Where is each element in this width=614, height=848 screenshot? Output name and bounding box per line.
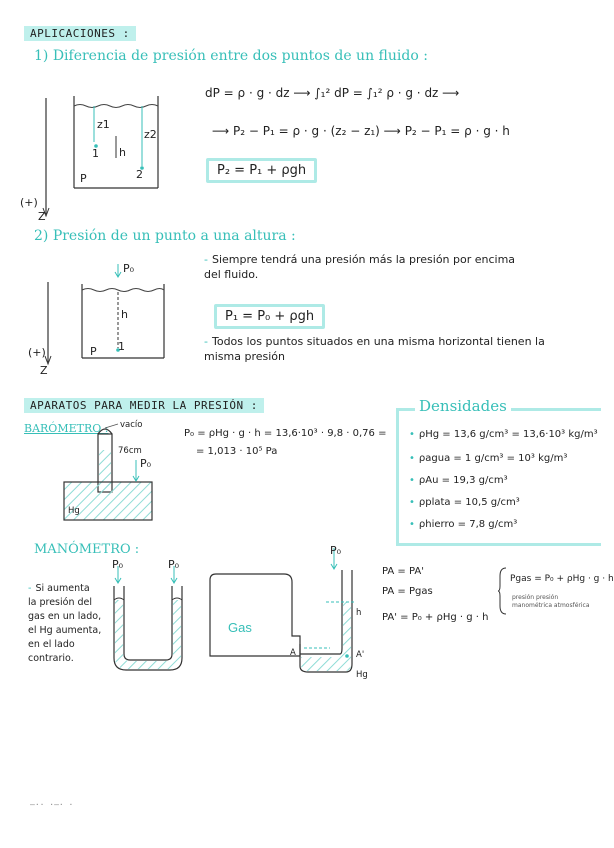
u-tube-diagram xyxy=(108,560,188,678)
footer-scribble: —·· ·–· · xyxy=(30,800,74,809)
gas-label: Gas xyxy=(228,620,252,635)
point-a-prime-label: A' xyxy=(356,650,365,660)
barometer-eq2: = 1,013 · 10⁵ Pa xyxy=(196,446,278,457)
manometro-note: - Si aumenta la presión del gas en un lado, el Hg aumenta, en el lado contrario. xyxy=(28,583,102,664)
eq-pa-pa-prime: PA = PA' xyxy=(382,566,424,577)
eq-pa-pgas: PA = Pgas xyxy=(382,586,433,597)
vacio-label: vacío xyxy=(120,420,143,430)
densidades-title: Densidades xyxy=(415,397,511,415)
barometer-p0-label: P₀ xyxy=(140,457,152,470)
brace-mark xyxy=(498,566,508,616)
note-pressure-above: - Siempre tendrá una presión más la presión por encima del fluido. xyxy=(204,253,516,281)
axis-z: Z xyxy=(38,210,46,223)
eq-pa-prime-result: PA' = P₀ + ρHg · g · h xyxy=(382,612,489,623)
p0-label: P₀ xyxy=(123,262,135,275)
point2-label: 2 xyxy=(136,168,143,181)
density-agua: • ρagua = 1 g/cm³ = 10³ kg/m³ xyxy=(409,453,568,464)
gas-manometer-p0: P₀ xyxy=(330,544,342,557)
p-label: P xyxy=(80,172,87,185)
note-same-horizontal: - Todos los puntos situados en una misma horizontal tienen la misma presión xyxy=(204,335,545,363)
boxed-formula-1: P₂ = P₁ + ρgh xyxy=(206,158,317,183)
density-au: • ρAu = 19,3 g/cm³ xyxy=(409,475,508,486)
barometer-eq1: P₀ = ρHg · g · h = 13,6·10³ · 9,8 · 0,76 = xyxy=(184,428,387,439)
point1-label: 1 xyxy=(92,147,99,160)
gas-manometer-h: h xyxy=(356,608,362,618)
boxed-formula-2: P₁ = P₀ + ρgh xyxy=(214,304,325,329)
section1-title: 1) Diferencia de presión entre dos puntos de un fluido : xyxy=(34,48,428,64)
point1-label-2: 1 xyxy=(118,340,125,353)
axis-sign-2: (+) xyxy=(28,346,46,359)
section3-title: APARATOS PARA MEDIR LA PRESIÓN : xyxy=(24,398,264,413)
h-label-2: h xyxy=(121,308,128,321)
density-hg: • ρHg = 13,6 g/cm³ = 13,6·10³ kg/m³ xyxy=(409,429,598,440)
pressure-annotations: presión presión manométrica atmosférica xyxy=(512,594,590,609)
manometro-label: MANÓMETRO : xyxy=(34,542,140,557)
h-label: h xyxy=(119,146,126,159)
utube-p0-right: P₀ xyxy=(168,558,180,571)
density-hierro: • ρhierro = 7,8 g/cm³ xyxy=(409,519,518,530)
axis-z-2: Z xyxy=(40,364,48,377)
z2-label: z2 xyxy=(144,128,157,141)
equation-1: dP = ρ · g · dz ⟶ ∫₁² dP = ∫₁² ρ · g · dz ⟶ xyxy=(205,86,460,100)
pgas-result: Pgas = P₀ + ρHg · g · h xyxy=(510,574,614,584)
point-a-label: A xyxy=(290,648,296,658)
density-plata: • ρplata = 10,5 g/cm³ xyxy=(409,497,520,508)
page-title: APLICACIONES : xyxy=(24,26,136,41)
gas-manometer-diagram xyxy=(200,540,370,680)
gas-manometer-hg: Hg xyxy=(356,670,368,680)
equation-2: ⟶ P₂ − P₁ = ρ · g · (z₂ − z₁) ⟶ P₂ − P₁ = ρ · g · h xyxy=(212,124,510,138)
barometro-label: BARÓMETRO : xyxy=(24,422,109,435)
axis-sign: (+) xyxy=(20,196,38,209)
z1-label: z1 xyxy=(97,118,110,131)
height-76cm-label: 76cm xyxy=(118,446,142,456)
densidades-panel xyxy=(396,397,601,546)
section2-title: 2) Presión de un punto a una altura : xyxy=(34,228,296,244)
utube-p0-left: P₀ xyxy=(112,558,124,571)
p-label-2: P xyxy=(90,345,97,358)
barometer-hg-label: Hg xyxy=(68,506,80,516)
